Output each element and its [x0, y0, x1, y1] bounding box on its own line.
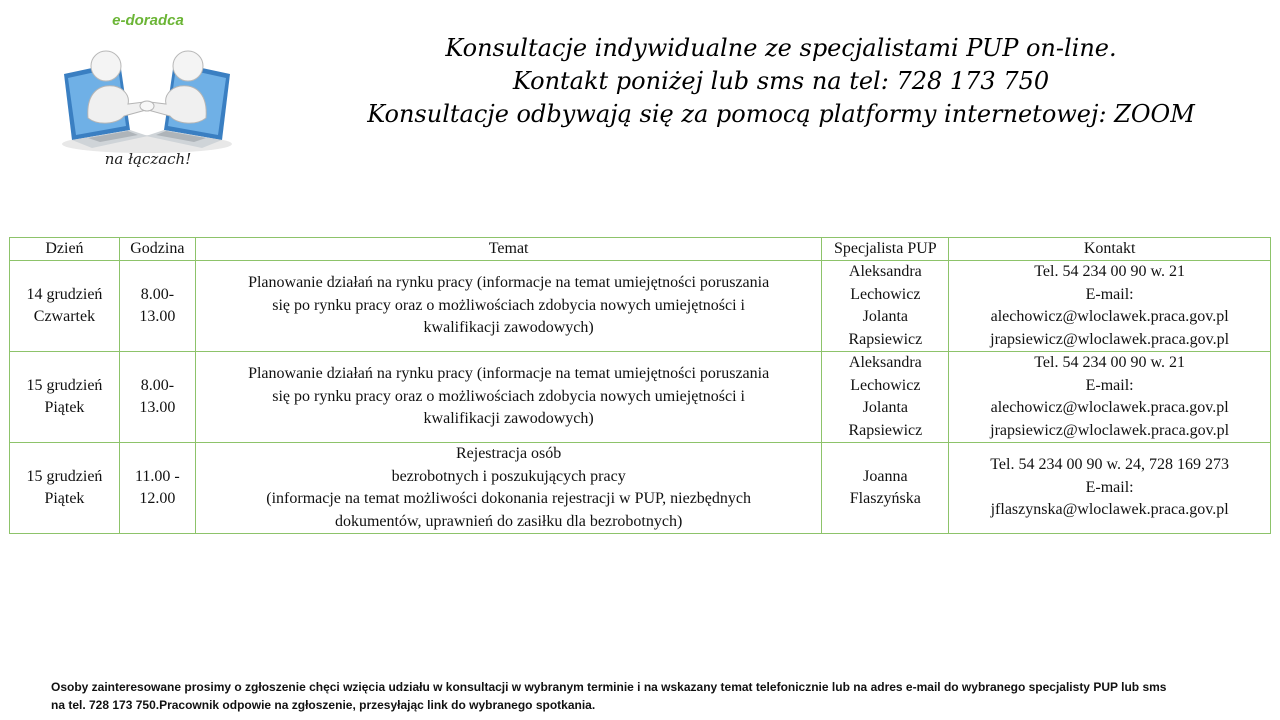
- specialist-cell: [822, 261, 949, 352]
- day-date: 14 grudzień: [26, 285, 103, 303]
- contact-email-link[interactable]: jflaszynska@wloclawek.praca.gov.pl: [990, 501, 1229, 519]
- table-header-row: [10, 238, 1271, 261]
- contact-cell: [949, 443, 1271, 534]
- contact-phone: Tel. 54 234 00 90 w. 21: [1034, 354, 1185, 371]
- day-cell: [10, 443, 120, 534]
- logo-brand-text: e-doradca: [112, 12, 184, 29]
- column-header-specialist: Specjalista PUP: [822, 238, 949, 261]
- day-weekday: Czwartek: [33, 308, 96, 325]
- specialist-line: Flaszyńska: [849, 490, 921, 507]
- topic-line: się po rynku pracy oraz o możliwościach zdobycia nowych umiejętności i: [272, 387, 745, 405]
- hour-cell: [119, 352, 195, 443]
- topic-line: Rejestracja osób: [455, 445, 562, 462]
- topic-line: (informacje na temat możliwości dokonania rejestracji w PUP, niezbędnych: [266, 490, 751, 507]
- hour-end: 12.00: [139, 490, 176, 507]
- column-header-contact: Kontakt: [949, 238, 1271, 261]
- column-header-hour: Godzina: [119, 238, 195, 261]
- contact-phone: Tel. 54 234 00 90 w. 24, 728 169 273: [990, 456, 1229, 474]
- day-date: 15 grudzień: [26, 376, 103, 394]
- consultation-schedule-table: [9, 237, 1271, 534]
- topic-line: bezrobotnych i poszukujących pracy: [391, 467, 626, 485]
- column-header-day: Dzień: [10, 238, 120, 261]
- specialist-line: Aleksandra: [848, 263, 922, 280]
- specialist-line: Lechowicz: [850, 285, 921, 303]
- topic-line: kwalifikacji zawodowych): [423, 319, 594, 337]
- handshake-laptops-icon: [58, 32, 236, 154]
- footer-line-1: Osoby zainteresowane prosimy o zgłoszenie chęci wzięcia udziału w konsultacji w wybranym terminie i na wskazany temat telefonicznie lub na adres e-mail do wybranego specjalisty PUP lub sms: [51, 680, 1167, 694]
- contact-email-label: E-mail:: [1085, 376, 1134, 394]
- heading-line-2: Kontakt poniżej lub sms na tel: 728 173 750: [512, 67, 1050, 95]
- column-header-topic: Temat: [195, 238, 822, 261]
- table-row: [10, 443, 1271, 534]
- contact-email-link[interactable]: jrapsiewicz@wloclawek.praca.gov.pl: [990, 421, 1230, 439]
- hour-start: 8.00-: [140, 285, 175, 303]
- day-date: 15 grudzień: [26, 467, 103, 485]
- day-weekday: Piątek: [44, 399, 85, 416]
- topic-cell: [195, 443, 822, 534]
- contact-email-link[interactable]: alechowicz@wloclawek.praca.gov.pl: [990, 308, 1229, 325]
- hour-end: 13.00: [139, 399, 176, 416]
- specialist-line: Aleksandra: [848, 354, 922, 371]
- hour-cell: [119, 261, 195, 352]
- day-cell: [10, 352, 120, 443]
- topic-line: dokumentów, uprawnień do zasiłku dla bezrobotnych): [334, 512, 683, 530]
- heading-line-1: Konsultacje indywidualne ze specjalistami PUP on-line.: [445, 34, 1117, 62]
- contact-cell: [949, 352, 1271, 443]
- logo-tagline: na łączach!: [104, 150, 192, 168]
- specialist-line: Jolanta: [862, 308, 908, 325]
- topic-cell: [195, 261, 822, 352]
- specialist-line: Lechowicz: [850, 376, 921, 394]
- specialist-line: Jolanta: [862, 399, 908, 416]
- hour-end: 13.00: [139, 308, 176, 325]
- footer-line-2: na tel. 728 173 750.Pracownik odpowie na zgłoszenie, przesyłając link do wybranego spotkania.: [51, 698, 596, 712]
- hour-start: 8.00-: [140, 376, 175, 394]
- specialist-line: Rapsiewicz: [848, 330, 923, 348]
- contact-email-link[interactable]: jrapsiewicz@wloclawek.praca.gov.pl: [990, 330, 1230, 348]
- heading-line-3: Konsultacje odbywają się za pomocą platformy internetowej: ZOOM: [367, 100, 1195, 128]
- contact-phone: Tel. 54 234 00 90 w. 21: [1034, 263, 1185, 280]
- topic-line: kwalifikacji zawodowych): [423, 410, 594, 428]
- topic-line: Planowanie działań na rynku pracy (informacje na temat umiejętności poruszania: [248, 365, 770, 383]
- day-cell: [10, 261, 120, 352]
- specialist-line: Joanna: [863, 467, 908, 485]
- topic-line: się po rynku pracy oraz o możliwościach zdobycia nowych umiejętności i: [272, 296, 745, 314]
- day-weekday: Piątek: [44, 490, 85, 507]
- contact-email-label: E-mail:: [1085, 478, 1134, 496]
- e-doradca-logo: [58, 10, 236, 175]
- specialist-cell: [822, 352, 949, 443]
- table-row: [10, 352, 1271, 443]
- specialist-line: Rapsiewicz: [848, 421, 923, 439]
- specialist-cell: [822, 443, 949, 534]
- contact-email-link[interactable]: alechowicz@wloclawek.praca.gov.pl: [990, 399, 1229, 416]
- hour-start: 11.00 -: [134, 467, 180, 485]
- table-row: [10, 261, 1271, 352]
- contact-cell: [949, 261, 1271, 352]
- footer-note: [51, 678, 1261, 714]
- topic-line: Planowanie działań na rynku pracy (informacje na temat umiejętności poruszania: [248, 274, 770, 292]
- page-heading: [286, 32, 1276, 131]
- contact-email-label: E-mail:: [1085, 285, 1134, 303]
- topic-cell: [195, 352, 822, 443]
- hour-cell: [119, 443, 195, 534]
